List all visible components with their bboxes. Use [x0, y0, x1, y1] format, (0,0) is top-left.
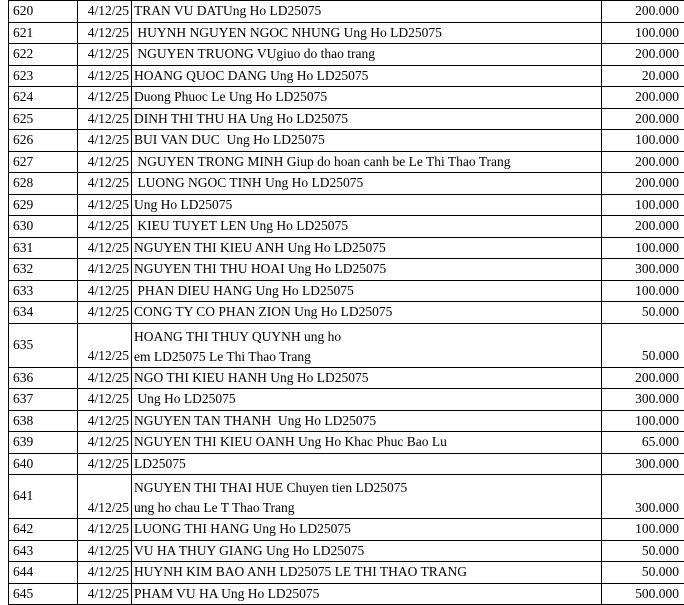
- description-cell: [132, 108, 602, 130]
- date-cell: 4/12/25: [78, 540, 132, 562]
- description-cell: [132, 389, 602, 411]
- table-row: [9, 87, 684, 109]
- description-line: em LD25075 Le Thi Thao Trang: [134, 347, 597, 367]
- amount-cell: 200.000: [602, 367, 684, 389]
- table-row: [9, 194, 684, 216]
- description-line: Duong Phuoc Le Ung Ho LD25075: [134, 87, 597, 108]
- description-line: PHAM VU HA Ung Ho LD25075: [134, 584, 597, 605]
- date-cell: 4/12/25: [78, 65, 132, 87]
- date-cell: 4/12/25: [78, 108, 132, 130]
- table-row: [9, 173, 684, 195]
- description-cell: [132, 453, 602, 475]
- description-line: NGUYEN THI KIEU OANH Ung Ho Khac Phuc Bao Lu: [134, 432, 597, 453]
- description-line: LD25075: [134, 454, 597, 475]
- description-cell: [132, 259, 602, 281]
- row-number-cell: 640: [9, 453, 78, 475]
- description-cell: [132, 65, 602, 87]
- amount-cell: 200.000: [602, 173, 684, 195]
- amount-cell: 50.000: [602, 302, 684, 324]
- description-line: NGUYEN THI THU HOAI Ung Ho LD25075: [134, 259, 597, 280]
- date-cell: 4/12/25: [78, 22, 132, 44]
- date-cell: 4/12/25: [78, 323, 132, 367]
- table-row: [9, 130, 684, 152]
- table-row: [9, 216, 684, 238]
- date-cell: 4/12/25: [78, 389, 132, 411]
- date-cell: 4/12/25: [78, 130, 132, 152]
- donation-ledger-sheet: [8, 0, 675, 605]
- amount-cell: 50.000: [602, 562, 684, 584]
- description-line: HOANG QUOC DANG Ung Ho LD25075: [134, 66, 597, 87]
- description-cell: [132, 302, 602, 324]
- row-number-cell: 634: [9, 302, 78, 324]
- row-number-cell: 630: [9, 216, 78, 238]
- table-row: [9, 22, 684, 44]
- row-number-cell: 624: [9, 87, 78, 109]
- row-number-cell: 645: [9, 583, 78, 605]
- amount-cell: 100.000: [602, 130, 684, 152]
- row-number-cell: 636: [9, 367, 78, 389]
- date-cell: 4/12/25: [78, 194, 132, 216]
- row-number-cell: 622: [9, 44, 78, 66]
- table-row: [9, 519, 684, 541]
- date-cell: 4/12/25: [78, 259, 132, 281]
- amount-cell: 100.000: [602, 194, 684, 216]
- table-row: [9, 432, 684, 454]
- amount-cell: 200.000: [602, 216, 684, 238]
- table-row: [9, 151, 684, 173]
- row-number-cell: 632: [9, 259, 78, 281]
- table-row: [9, 237, 684, 259]
- description-cell: [132, 583, 602, 605]
- description-cell: [132, 151, 602, 173]
- amount-cell: 50.000: [602, 540, 684, 562]
- table-row: [9, 540, 684, 562]
- row-number-cell: 638: [9, 410, 78, 432]
- description-line: DINH THI THU HA Ung Ho LD25075: [134, 109, 597, 130]
- row-number-cell: 641: [9, 475, 78, 519]
- description-cell: [132, 1, 602, 23]
- date-cell: 4/12/25: [78, 1, 132, 23]
- row-number-cell: 629: [9, 194, 78, 216]
- table-row: [9, 108, 684, 130]
- description-line: LUONG NGOC TINH Ung Ho LD25075: [134, 173, 597, 194]
- description-line: HUYNH KIM BAO ANH LD25075 LE THI THAO TRANG: [134, 562, 597, 583]
- date-cell: 4/12/25: [78, 583, 132, 605]
- donation-table: [8, 0, 684, 605]
- table-row: [9, 259, 684, 281]
- description-cell: [132, 194, 602, 216]
- row-number-cell: 633: [9, 280, 78, 302]
- amount-cell: 100.000: [602, 280, 684, 302]
- description-line: HOANG THI THUY QUYNH ung ho: [134, 327, 597, 347]
- date-cell: 4/12/25: [78, 280, 132, 302]
- description-line: NGUYEN TRONG MINH Giup do hoan canh be Le Thi Thao Trang: [134, 152, 597, 173]
- date-cell: 4/12/25: [78, 519, 132, 541]
- description-cell: [132, 173, 602, 195]
- description-line: NGUYEN THI THAI HUE Chuyen tien LD25075: [134, 478, 597, 498]
- table-row: [9, 583, 684, 605]
- description-cell: [132, 475, 602, 519]
- description-line: CONG TY CO PHAN ZION Ung Ho LD25075: [134, 302, 597, 323]
- table-row: [9, 389, 684, 411]
- row-number-cell: 621: [9, 22, 78, 44]
- date-cell: 4/12/25: [78, 87, 132, 109]
- row-number-cell: 626: [9, 130, 78, 152]
- amount-cell: 50.000: [602, 323, 684, 367]
- row-number-cell: 644: [9, 562, 78, 584]
- description-line: VU HA THUY GIANG Ung Ho LD25075: [134, 541, 597, 562]
- amount-cell: 100.000: [602, 410, 684, 432]
- description-cell: [132, 540, 602, 562]
- row-number-cell: 628: [9, 173, 78, 195]
- description-cell: [132, 22, 602, 44]
- description-cell: [132, 562, 602, 584]
- row-number-cell: 635: [9, 323, 78, 367]
- row-number-cell: 631: [9, 237, 78, 259]
- row-number-cell: 625: [9, 108, 78, 130]
- table-row: [9, 65, 684, 87]
- description-line: ung ho chau Le T Thao Trang: [134, 498, 597, 518]
- amount-cell: 200.000: [602, 151, 684, 173]
- description-line: Ung Ho LD25075: [134, 389, 597, 410]
- amount-cell: 200.000: [602, 108, 684, 130]
- row-number-cell: 637: [9, 389, 78, 411]
- date-cell: 4/12/25: [78, 216, 132, 238]
- table-row: [9, 44, 684, 66]
- description-line: LUONG THI HANG Ung Ho LD25075: [134, 519, 597, 540]
- date-cell: 4/12/25: [78, 562, 132, 584]
- date-cell: 4/12/25: [78, 410, 132, 432]
- description-line: NGUYEN TRUONG VUgiuo do thao trang: [134, 44, 597, 65]
- row-number-cell: 620: [9, 1, 78, 23]
- amount-cell: 100.000: [602, 237, 684, 259]
- amount-cell: 300.000: [602, 475, 684, 519]
- description-cell: [132, 130, 602, 152]
- description-cell: [132, 410, 602, 432]
- description-cell: [132, 87, 602, 109]
- description-line: NGUYEN THI KIEU ANH Ung Ho LD25075: [134, 238, 597, 259]
- date-cell: 4/12/25: [78, 237, 132, 259]
- amount-cell: 300.000: [602, 259, 684, 281]
- description-cell: [132, 432, 602, 454]
- amount-cell: 100.000: [602, 519, 684, 541]
- table-row: [9, 410, 684, 432]
- description-cell: [132, 323, 602, 367]
- date-cell: 4/12/25: [78, 432, 132, 454]
- description-line: BUI VAN DUC Ung Ho LD25075: [134, 130, 597, 151]
- description-cell: [132, 280, 602, 302]
- row-number-cell: 639: [9, 432, 78, 454]
- amount-cell: 200.000: [602, 1, 684, 23]
- table-row: [9, 475, 684, 519]
- amount-cell: 200.000: [602, 87, 684, 109]
- date-cell: 4/12/25: [78, 151, 132, 173]
- row-number-cell: 627: [9, 151, 78, 173]
- row-number-cell: 643: [9, 540, 78, 562]
- description-cell: [132, 519, 602, 541]
- table-row: [9, 367, 684, 389]
- amount-cell: 300.000: [602, 453, 684, 475]
- description-line: NGO THI KIEU HANH Ung Ho LD25075: [134, 368, 597, 389]
- description-cell: [132, 216, 602, 238]
- amount-cell: 500.000: [602, 583, 684, 605]
- date-cell: 4/12/25: [78, 173, 132, 195]
- description-cell: [132, 44, 602, 66]
- row-number-cell: 623: [9, 65, 78, 87]
- table-row: [9, 453, 684, 475]
- date-cell: 4/12/25: [78, 475, 132, 519]
- amount-cell: 65.000: [602, 432, 684, 454]
- donation-table-body: [9, 1, 684, 605]
- description-line: PHAN DIEU HANG Ung Ho LD25075: [134, 281, 597, 302]
- date-cell: 4/12/25: [78, 453, 132, 475]
- description-line: TRAN VU DATUng Ho LD25075: [134, 1, 597, 22]
- description-line: KIEU TUYET LEN Ung Ho LD25075: [134, 216, 597, 237]
- table-row: [9, 1, 684, 23]
- description-line: NGUYEN TAN THANH Ung Ho LD25075: [134, 411, 597, 432]
- description-line: Ung Ho LD25075: [134, 195, 597, 216]
- date-cell: 4/12/25: [78, 302, 132, 324]
- row-number-cell: 642: [9, 519, 78, 541]
- table-row: [9, 323, 684, 367]
- table-row: [9, 302, 684, 324]
- description-cell: [132, 237, 602, 259]
- amount-cell: 20.000: [602, 65, 684, 87]
- table-row: [9, 280, 684, 302]
- table-row: [9, 562, 684, 584]
- date-cell: 4/12/25: [78, 44, 132, 66]
- amount-cell: 100.000: [602, 22, 684, 44]
- description-cell: [132, 367, 602, 389]
- description-line: HUYNH NGUYEN NGOC NHUNG Ung Ho LD25075: [134, 23, 597, 44]
- amount-cell: 300.000: [602, 389, 684, 411]
- date-cell: 4/12/25: [78, 367, 132, 389]
- amount-cell: 200.000: [602, 44, 684, 66]
